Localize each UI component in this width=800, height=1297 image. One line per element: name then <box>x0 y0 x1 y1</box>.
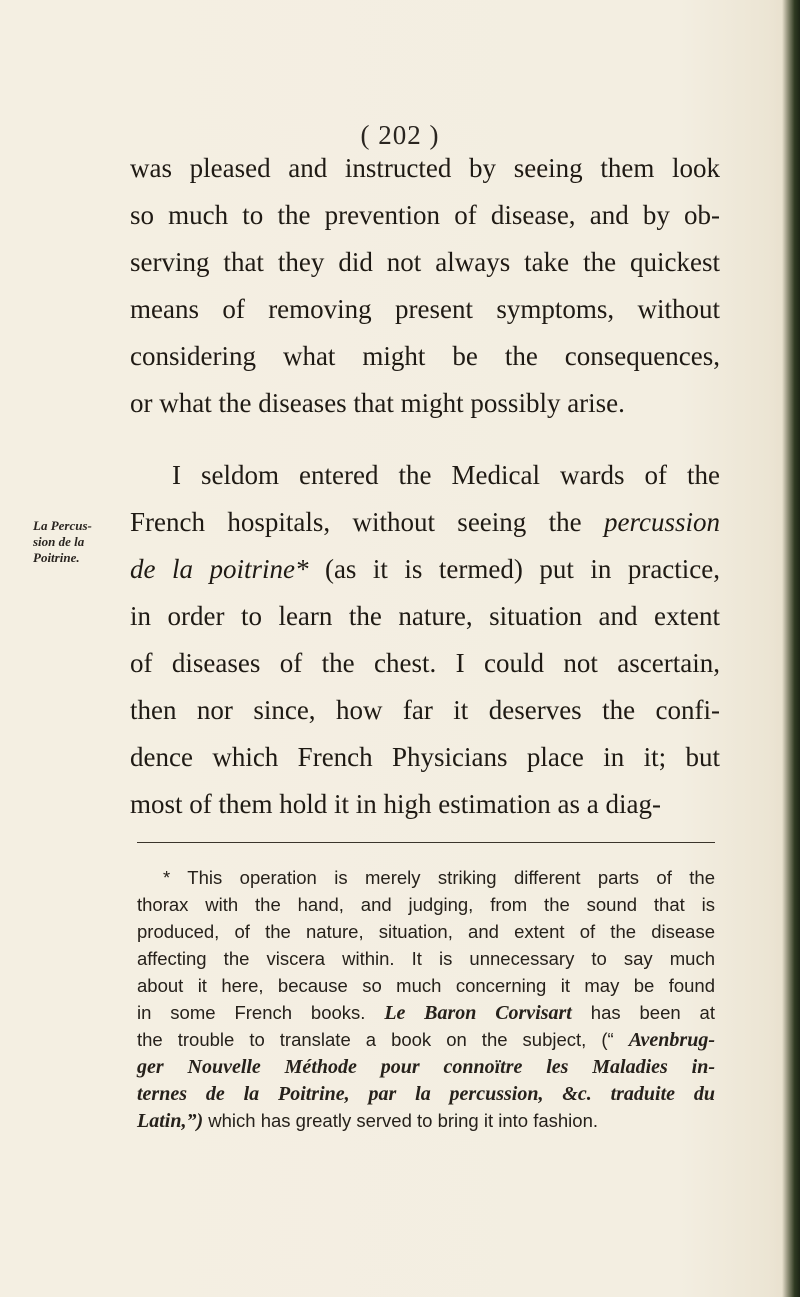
paragraph-2-line: then nor since, how far it deserves the confi- <box>130 695 720 725</box>
footnote-line: * This operation is merely striking different parts of the <box>163 867 715 888</box>
italic-term-percussion: percussion <box>604 507 720 537</box>
margin-note-line: La Percus- <box>33 518 92 533</box>
paragraph-1-line: means of removing present symptoms, without <box>130 294 720 324</box>
footnote <box>137 864 715 1134</box>
page-number: ( 202 ) <box>360 120 440 150</box>
paragraph-2-line: most of them hold it in high estimation as a diag- <box>130 789 661 819</box>
footnote-line: about it here, because so much concerning it may be found <box>137 975 715 996</box>
footnote-text: in some French books. <box>137 1002 385 1023</box>
paragraph-2-text: (as it is termed) put in practice, <box>308 554 721 584</box>
paragraph-1-line: so much to the prevention of disease, and by ob- <box>130 200 720 230</box>
paragraph-2-line: dence which French Physicians place in it; but <box>130 742 720 772</box>
footnote-line <box>137 1026 715 1053</box>
footnote-line: thorax with the hand, and judging, from the sound that is <box>137 894 715 915</box>
margin-note-line: sion de la <box>33 534 85 549</box>
footnote-text: has been at <box>571 1002 715 1023</box>
paragraph-2-line: of diseases of the chest. I could not ascertain, <box>130 648 720 678</box>
footnote-line <box>137 1107 715 1134</box>
footnote-line <box>137 999 715 1026</box>
paragraph-1-line: considering what might be the consequences, <box>130 341 720 371</box>
footnote-italic-title: Latin,”) <box>137 1110 204 1132</box>
paragraph-2-line <box>130 499 720 546</box>
footnote-italic-title: Avenbrug- <box>628 1029 715 1051</box>
footnote-line: affecting the viscera within. It is unnecessary to say much <box>137 948 715 969</box>
footnote-divider <box>137 842 715 843</box>
paragraph-1-line: or what the diseases that might possibly arise. <box>130 388 625 418</box>
footnote-italic-title: ternes de la Poitrine, par la percussion, &c. traduite du <box>137 1083 715 1105</box>
paragraph-2-line: I seldom entered the Medical wards of the <box>172 460 720 490</box>
paragraph-2-line: in order to learn the nature, situation and extent <box>130 601 720 631</box>
margin-note-line: Poitrine. <box>33 550 80 565</box>
paragraph-2-line <box>130 546 720 593</box>
paragraph-2-text: French hospitals, without seeing the <box>130 507 604 537</box>
footnote-line <box>137 1053 715 1080</box>
footnote-line <box>137 1080 715 1107</box>
paragraph-1 <box>130 145 720 427</box>
paragraph-2 <box>130 452 720 828</box>
binding-edge <box>782 0 800 1297</box>
paragraph-1-line: was pleased and instructed by seeing them look <box>130 153 720 183</box>
footnote-italic-author: Le Baron Corvisart <box>384 1002 572 1024</box>
paragraph-1-line: serving that they did not always take the quickest <box>130 247 720 277</box>
footnote-text: the trouble to translate a book on the subject, (“ <box>137 1029 629 1050</box>
italic-term-poitrine: de la poitrine* <box>130 554 309 584</box>
footnote-line: produced, of the nature, situation, and extent of the disease <box>137 921 715 942</box>
footnote-italic-title: ger Nouvelle Méthode pour connoïtre les Maladies in- <box>137 1056 715 1078</box>
footnote-text: which has greatly served to bring it into fashion. <box>203 1110 599 1131</box>
margin-note <box>33 518 128 566</box>
